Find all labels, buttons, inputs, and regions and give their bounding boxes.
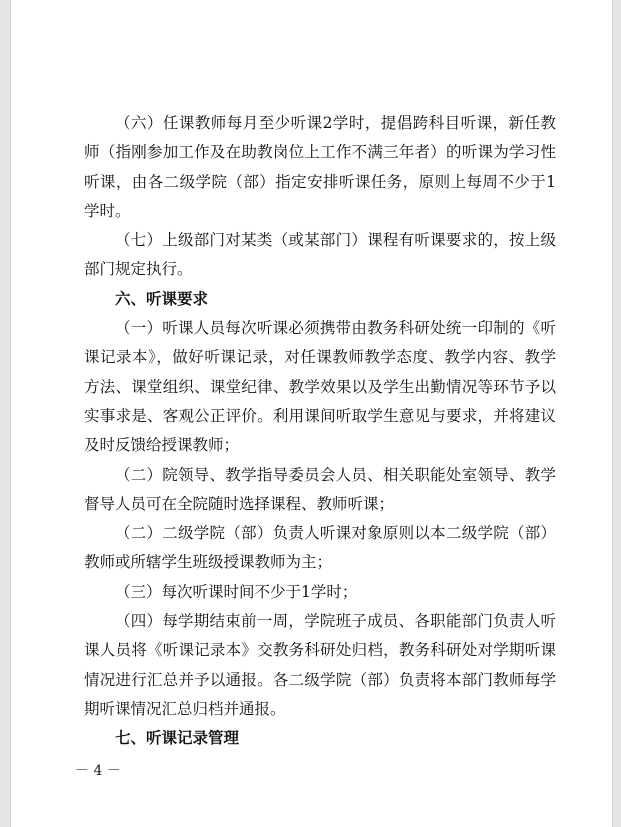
paragraph-seven: （七）上级部门对某类（或某部门）课程有听课要求的，按上级部门规定执行。	[84, 231, 556, 279]
paragraph-six: （六）任课教师每月至少听课2学时，提倡跨科目听课，新任教师（指刚参加工作及在助教岗位上工作不满三年者）的听课为学习性听课，由各二级学院（部）指定安排听课任务，原则上每周不少于1学时。	[84, 114, 556, 220]
requirement-item-2: （二）院领导、教学指导委员会人员、相关职能处室领导、教学督导人员可在全院随时选择课程、教师听课；	[84, 465, 556, 513]
requirement-item-3: （三）每次听课时间不少于1学时；	[115, 582, 358, 601]
requirement-item-1: （一）听课人员每次听课必须携带由教务科研处统一印制的《听课记录本》，做好听课记录，对任课教师教学态度、教学内容、教学方法、课堂组织、课堂纪律、教学效果以及学生出勤情况等环节予以实事求是、客观公正评价。利用课间听取学生意见与要求，并将建议及时反馈给授课教师；	[84, 319, 556, 455]
requirement-item-2b: （二）二级学院（部）负责人听课对象原则以本二级学院（部）教师或所辖学生班级授课教师为主；	[84, 524, 556, 572]
section-heading-listening-requirements: 六、听课要求	[115, 289, 209, 308]
document-page	[11, 0, 612, 827]
viewer-right-edge	[612, 0, 621, 827]
page-number: － 4 －	[75, 763, 121, 779]
requirement-item-4: （四）每学期结束前一周，学院班子成员、各职能部门负责人听课人员将《听课记录本》交教务科研处归档，教务科研处对学期听课情况进行汇总并予以通报。各二级学院（部）负责将本部门教师每学期听课情况汇总归档并通报。	[84, 612, 556, 718]
viewer-left-edge	[0, 0, 11, 827]
document-body	[84, 109, 556, 754]
section-heading-record-management: 七、听课记录管理	[115, 729, 240, 748]
